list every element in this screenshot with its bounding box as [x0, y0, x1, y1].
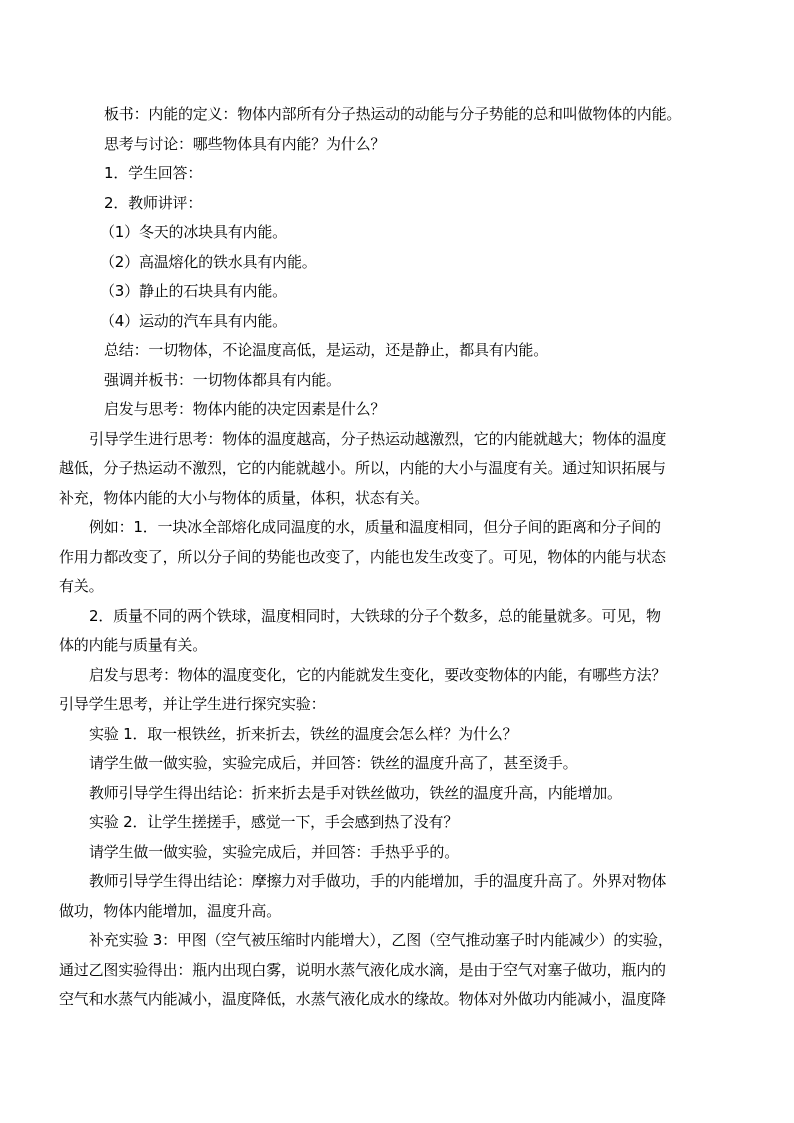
text-line: 引导学生思考，并让学生进行探究实验： [59, 695, 326, 713]
text-line: 实验 2．让学生搓搓手，感觉一下，手会感到热了没有？ [89, 813, 459, 831]
text-line: 请学生做一做实验，实验完成后，并回答：手热乎乎的。 [89, 842, 460, 861]
text-line: 越低，分子热运动不激烈，它的内能就越小。所以，内能的大小与温度有关。通过知识拓展与 [59, 459, 666, 477]
text-line: （3）静止的石块具有内能。 [100, 282, 287, 300]
text-line: 总结：一切物体，不论温度高低，是运动，还是静止，都具有内能。 [104, 341, 549, 359]
text-line: 实验 1．取一根铁丝，折来折去，铁丝的温度会怎么样？为什么？ [89, 724, 518, 743]
text-line: 补充实验 3：甲图（空气被压缩时内能增大），乙图（空气推动塞子时内能减少）的实验， [89, 931, 673, 949]
text-line: 体的内能与质量有关。 [59, 636, 208, 654]
text-line: 2．教师讲评： [104, 193, 203, 212]
text-line: 教师引导学生得出结论：摩擦力对手做功，手的内能增加，手的温度升高了。外界对物体 [89, 872, 667, 890]
text-line: （2）高温熔化的铁水具有内能。 [100, 252, 317, 271]
text-line: （1）冬天的冰块具有内能。 [100, 223, 287, 241]
text-line: 教师引导学生得出结论：折来折去是手对铁丝做功，铁丝的温度升高，内能增加。 [89, 783, 622, 802]
text-line: 引导学生进行思考：物体的温度越高，分子热运动越激烈，它的内能就越大；物体的温度 [89, 429, 667, 448]
document-body [59, 100, 744, 1015]
text-line: 启发与思考：物体内能的决定因素是什么？ [104, 400, 386, 418]
text-line: 1．学生回答： [104, 164, 203, 182]
text-line: （4）运动的汽车具有内能。 [100, 311, 287, 330]
text-line: 通过乙图实验得出：瓶内出现白雾，说明水蒸气液化成水滴，是由于空气对塞子做功，瓶内的 [59, 960, 666, 979]
text-line: 强调并板书：一切物体都具有内能。 [104, 370, 341, 389]
text-line: 空气和水蒸气内能减小，温度降低，水蒸气液化成水的缘故。物体对外做功内能减小，温度降 [59, 990, 666, 1008]
text-line: 板书：内能的定义：物体内部所有分子热运动的动能与分子势能的总和叫做物体的内能。 [104, 105, 682, 123]
text-line: 有关。 [59, 577, 104, 595]
text-line: 做功，物体内能增加，温度升高。 [59, 901, 282, 920]
text-line: 思考与讨论：哪些物体具有内能？为什么？ [104, 134, 386, 153]
text-line: 2．质量不同的两个铁球，温度相同时，大铁球的分子个数多，总的能量就多。可见，物 [89, 606, 661, 625]
text-line: 作用力都改变了，所以分子间的势能也改变了，内能也发生改变了。可见，物体的内能与状态 [59, 547, 666, 566]
text-line: 启发与思考：物体的温度变化，它的内能就发生变化，要改变物体的内能，有哪些方法？ [89, 665, 667, 684]
text-line: 补充，物体内能的大小与物体的质量，体积，状态有关。 [59, 488, 430, 507]
text-line: 例如：1．一块冰全部熔化成同温度的水，质量和温度相同，但分子间的距离和分子间的 [89, 518, 661, 536]
text-line: 请学生做一做实验，实验完成后，并回答：铁丝的温度升高了，甚至烫手。 [89, 754, 578, 772]
